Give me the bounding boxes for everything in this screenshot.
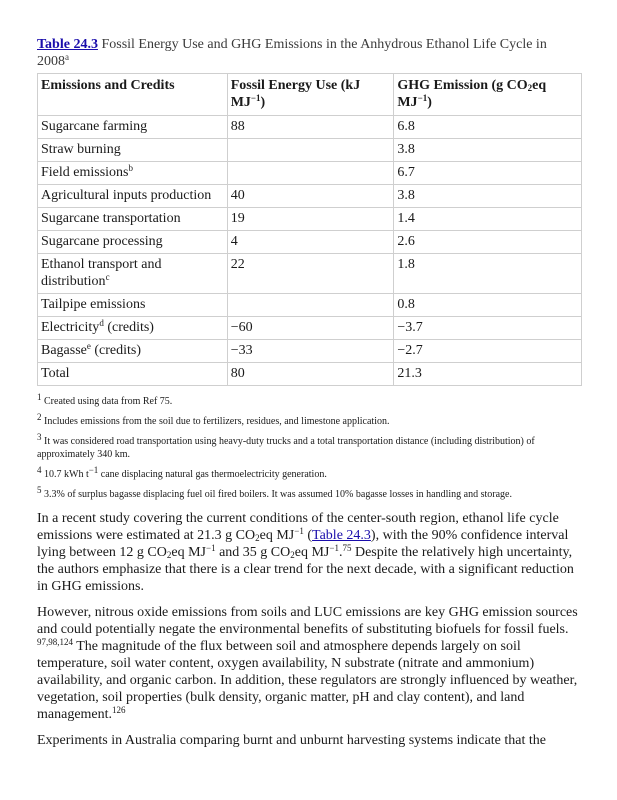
table-footnotes	[37, 392, 581, 501]
paragraph-2: However, nitrous oxide emissions from soils and LUC emissions are key GHG emission sources and could potentially negate the environmental benefits of substituting biofuels for fossil fuels. $^{97,98,124}$ The magnitude of the flux between soil and atmosphere depends largely on soil temperature, soil water content, oxygen availability, N substrate (nitrate and ammonium) availability, and organic carbon. In addition, these regulators are strongly influenced by weather, vegetation, soil properties (bulk density, organic matter, pH and clay content), and land management.$^{126}$	[37, 605, 578, 722]
cell-ghg-emission: 6.7	[394, 162, 582, 185]
cell-fossil-energy: 19	[227, 208, 394, 231]
cell-ghg-emission: −2.7	[394, 340, 582, 363]
header-fossil-energy: Fossil Energy Use (kJ $MJ^{-1}$)	[227, 74, 394, 116]
caption-text: Fossil Energy Use and GHG Emissions in the Anhydrous Ethanol Life Cycle in 2008	[37, 37, 547, 69]
cell-ghg-emission: 3.8	[394, 185, 582, 208]
citation-126: 126	[112, 705, 126, 715]
table-row	[38, 340, 582, 363]
cell-emission-source: Sugarcane farming	[38, 116, 228, 139]
cell-fossil-energy: 40	[227, 185, 394, 208]
cell-ghg-emission: 21.3	[394, 363, 582, 386]
citation-75: 75	[342, 543, 352, 553]
cell-emission-source: Bagasse$^e$ (credits)	[38, 340, 228, 363]
table-row	[38, 162, 582, 185]
paragraph-1: In a recent study covering the current conditions of the center-south region, ethanol life cycle emissions were estimated at 21.3 g $CO_2eq$ $MJ^{-1}$ (Table 24.3), with the 90% confidence interval lying between 12 g $CO_2eq$ $MJ^{-1}$ and 35 g $CO_2eq$ $MJ^{-1}.^{75}$ Despite the relatively high uncertainty, the authors emphasize that there is a clear trend for the next decade, with a significant reduction in GHG emissions.	[37, 511, 574, 594]
table-row	[38, 317, 582, 340]
table-row	[38, 363, 582, 386]
footnote-3: $^3$ It was considered road transportation using heavy-duty trucks and a total transportation distance (including distribution) of approximately 340 km.	[37, 432, 535, 460]
cell-ghg-emission: 0.8	[394, 294, 582, 317]
cell-emission-source: Agricultural inputs production	[38, 185, 228, 208]
footnote-5: $^5$ 3.3% of surplus bagasse displacing fuel oil fired boilers. It was assumed 10% bagasse losses in handling and storage.	[37, 485, 512, 500]
cell-ghg-emission: 2.6	[394, 231, 582, 254]
footnote-2: $^2$ Includes emissions from the soil due to fertilizers, residues, and limestone application.	[37, 412, 390, 427]
cell-fossil-energy: 88	[227, 116, 394, 139]
header-ghg-emission: GHG Emission (g $CO_2eq$ $MJ^{-1}$)	[394, 74, 582, 116]
table-caption	[37, 36, 581, 70]
cell-fossil-energy	[227, 294, 394, 317]
cell-fossil-energy: 4	[227, 231, 394, 254]
caption-footnote-mark: a	[65, 52, 69, 62]
emissions-table	[37, 73, 582, 386]
footnote-1: $^1$ Created using data from Ref 75.	[37, 392, 173, 407]
table-row	[38, 185, 582, 208]
cell-ghg-emission: 1.4	[394, 208, 582, 231]
table-row	[38, 294, 582, 317]
table-row	[38, 116, 582, 139]
cell-emission-source: Sugarcane processing	[38, 231, 228, 254]
cell-emission-source: Straw burning	[38, 139, 228, 162]
cell-ghg-emission: 6.8	[394, 116, 582, 139]
cell-ghg-emission: 3.8	[394, 139, 582, 162]
table-row	[38, 231, 582, 254]
header-emissions-credits: Emissions and Credits	[38, 74, 228, 116]
cell-ghg-emission: −3.7	[394, 317, 582, 340]
cell-fossil-energy: −33	[227, 340, 394, 363]
cell-emission-source: Tailpipe emissions	[38, 294, 228, 317]
table-row	[38, 208, 582, 231]
cell-emission-source: Sugarcane transportation	[38, 208, 228, 231]
cell-emission-source: Electricity$^d$ (credits)	[38, 317, 228, 340]
cell-emission-source: Ethanol transport and distribution$^c$	[38, 254, 228, 294]
table-row	[38, 254, 582, 294]
table-link[interactable]: Table 24.3	[37, 37, 98, 52]
cell-fossil-energy: 22	[227, 254, 394, 294]
cell-fossil-energy: 80	[227, 363, 394, 386]
cell-fossil-energy	[227, 139, 394, 162]
paragraph-table-link[interactable]: Table 24.3	[312, 528, 371, 543]
cell-ghg-emission: 1.8	[394, 254, 582, 294]
paragraph-3: Experiments in Australia comparing burnt and unburnt harvesting systems indicate that the	[37, 733, 546, 748]
table-header-row	[38, 74, 582, 116]
table-row	[38, 139, 582, 162]
cell-emission-source: Total	[38, 363, 228, 386]
citation-97-98-124: 97,98,124	[37, 637, 73, 647]
footnote-4: $^4$ 10.7 kWh $t^{-1}$ cane displacing natural gas thermoelectricity generation.	[37, 465, 327, 480]
cell-fossil-energy: −60	[227, 317, 394, 340]
cell-fossil-energy	[227, 162, 394, 185]
cell-emission-source: Field emissions$^b$	[38, 162, 228, 185]
